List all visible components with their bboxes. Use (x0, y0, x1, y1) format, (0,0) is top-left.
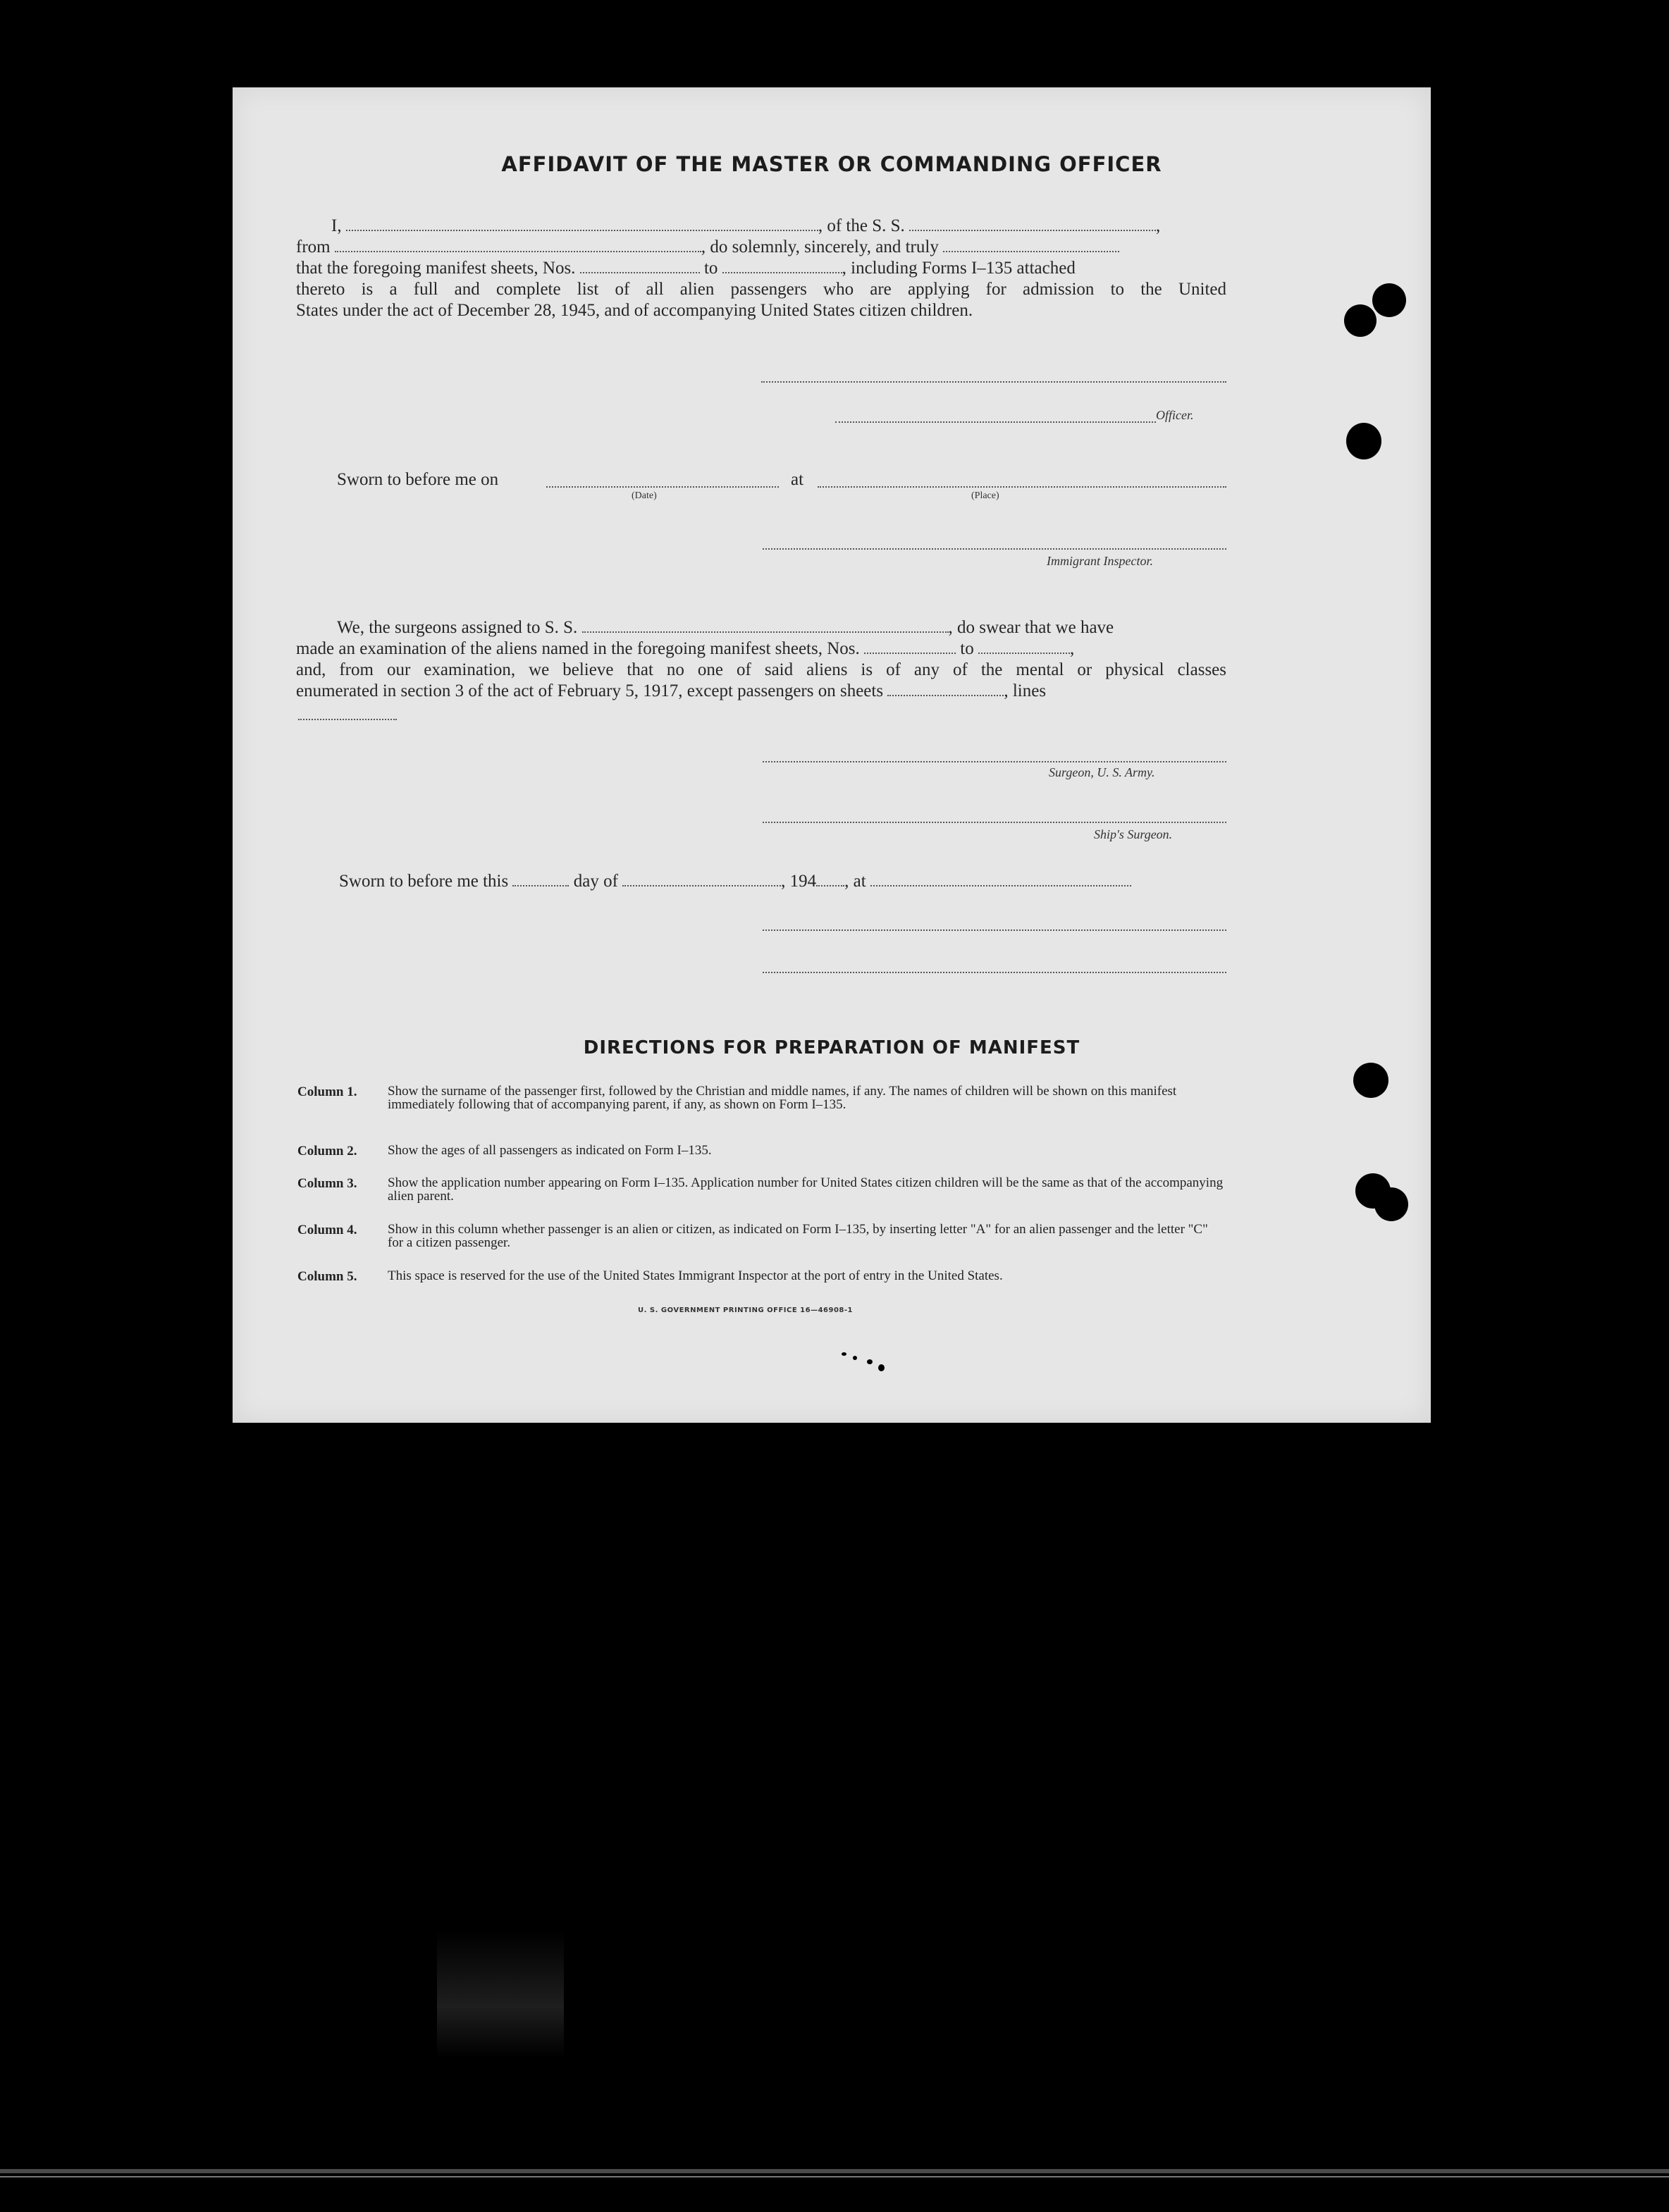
sheet-to-field[interactable] (722, 271, 842, 273)
sworn-at-label: at (791, 470, 804, 489)
sworn-month-field[interactable] (622, 884, 781, 886)
inspector-caption: Immigrant Inspector. (1047, 554, 1153, 568)
surgeons-sheet-from-field[interactable] (864, 652, 956, 654)
affidavit-text: I, (331, 216, 342, 235)
signature-line[interactable] (761, 381, 1226, 383)
affidavit-line-3 (296, 259, 1076, 278)
surgeons-text: made an examination of the aliens named in the foregoing manifest sheets, Nos. (296, 639, 860, 658)
army-surgeon-caption: Surgeon, U. S. Army. (1049, 765, 1155, 779)
surgeons-text: enumerated in section 3 of the act of February 5, 1917, except passengers on sheets (296, 681, 884, 700)
sworn-label: Sworn to before me on (337, 470, 499, 489)
ink-speck (867, 1359, 873, 1364)
punch-hole (1374, 1187, 1408, 1221)
document-page (233, 87, 1431, 1423)
punch-hole (1353, 1063, 1388, 1098)
sworn-place-field[interactable] (818, 486, 1226, 488)
surgeons-sheet-to-field[interactable] (978, 652, 1070, 654)
column-1-label: Column 1. (297, 1085, 357, 1099)
punch-hole (1372, 283, 1406, 317)
surgeons-line-3: and, from our examination, we believe that no one of said aliens is of any of the mental or physical classes (296, 660, 1226, 679)
column-4-text: Show in this column whether passenger is an alien or citizen, as indicated on Form I–135, by inserting letter "A" for an alien passenger and the letter "C" for a citizen passenger. (388, 1222, 1208, 1250)
from-port-field[interactable] (335, 250, 701, 252)
sheet-from-field[interactable] (580, 271, 700, 273)
affidavit-text: , of the S. S. (818, 216, 905, 235)
surgeons-text: , at (844, 872, 866, 891)
lines-field[interactable] (298, 719, 397, 720)
date-caption: (Date) (632, 490, 657, 501)
sworn-at-field[interactable] (870, 884, 1131, 886)
surgeons-text: to (960, 639, 974, 658)
surgeons-line-4 (296, 681, 1046, 701)
printing-office-footer: U. S. GOVERNMENT PRINTING OFFICE 16—46908-1 (638, 1306, 853, 1314)
signature-line[interactable] (763, 972, 1226, 973)
ink-speck (842, 1352, 846, 1356)
officer-caption: Officer. (1156, 408, 1194, 422)
column-3-label: Column 3. (297, 1176, 357, 1191)
affidavit-line-1 (331, 216, 1160, 236)
surgeons-sworn-line (339, 872, 1131, 891)
film-edge-line (0, 2169, 1669, 2173)
ship-surgeon-signature-line[interactable] (763, 822, 1226, 823)
army-surgeon-signature-line[interactable] (763, 761, 1226, 762)
name-field[interactable] (346, 229, 818, 231)
inspector-signature-line[interactable] (763, 548, 1226, 550)
sworn-day-field[interactable] (512, 884, 569, 886)
column-5-text: This space is reserved for the use of the United States Immigrant Inspector at the port of entry in the United States. (388, 1268, 1003, 1283)
affidavit-text: , including Forms I–135 attached (842, 259, 1076, 278)
surgeons-line-2 (296, 639, 1074, 659)
sworn-year-field[interactable] (816, 884, 844, 886)
surgeons-text: We, the surgeons assigned to S. S. (337, 618, 578, 637)
surgeons-line-1 (337, 618, 1114, 638)
affidavit-title: AFFIDAVIT OF THE MASTER OR COMMANDING OFFICER (501, 152, 1162, 176)
ship-surgeon-caption: Ship's Surgeon. (1094, 827, 1173, 841)
affidavit-blank-field[interactable] (943, 250, 1119, 252)
affidavit-text: to (703, 259, 718, 278)
sworn-date-field[interactable] (546, 486, 779, 488)
surgeons-ship-field[interactable] (582, 631, 949, 633)
directions-title: DIRECTIONS FOR PREPARATION OF MANIFEST (583, 1037, 1080, 1058)
column-5-label: Column 5. (297, 1269, 357, 1284)
punch-hole (1346, 423, 1381, 459)
affidavit-text: , do solemnly, sincerely, and truly (701, 237, 939, 257)
surgeons-text: , (1069, 639, 1075, 658)
affidavit-line-4: thereto is a full and complete list of all alien passengers who are applying for admission to the United (296, 280, 1226, 299)
except-sheets-field[interactable] (887, 694, 1004, 696)
signature-line[interactable] (763, 929, 1226, 931)
ink-speck (853, 1356, 857, 1360)
affidavit-text: , (1156, 216, 1161, 235)
ship-name-field[interactable] (909, 229, 1156, 231)
ink-speck (878, 1364, 885, 1371)
affidavit-text: that the foregoing manifest sheets, Nos. (296, 259, 576, 278)
surgeons-text: , do swear that we have (948, 618, 1114, 637)
column-4-label: Column 4. (297, 1223, 357, 1237)
affidavit-line-2 (296, 237, 1119, 257)
surgeons-text: Sworn to before me this (339, 872, 509, 891)
surgeons-text: day of (573, 872, 618, 891)
place-caption: (Place) (971, 490, 999, 501)
affidavit-line-5: States under the act of December 28, 1945, and of accompanying United States citizen children. (296, 301, 973, 320)
column-2-text: Show the ages of all passengers as indicated on Form I–135. (388, 1143, 712, 1158)
column-2-label: Column 2. (297, 1144, 357, 1158)
officer-signature-line[interactable] (835, 421, 1156, 423)
column-3-text: Show the application number appearing on Form I–135. Application number for United States citizen children will be the same as that of the accompanying alien parent. (388, 1175, 1224, 1204)
film-glare (437, 1931, 564, 2058)
film-edge-line (0, 2176, 1669, 2177)
affidavit-text: from (296, 237, 331, 257)
surgeons-text: , lines (1004, 681, 1047, 700)
column-1-text: Show the surname of the passenger first, followed by the Christian and middle names, if any. The names of children will be shown on this manifest immediately following that of accompanying parent, if any, as shown on Form I–135. (388, 1084, 1177, 1112)
surgeons-text: , 194 (781, 872, 817, 891)
punch-hole (1344, 304, 1377, 337)
